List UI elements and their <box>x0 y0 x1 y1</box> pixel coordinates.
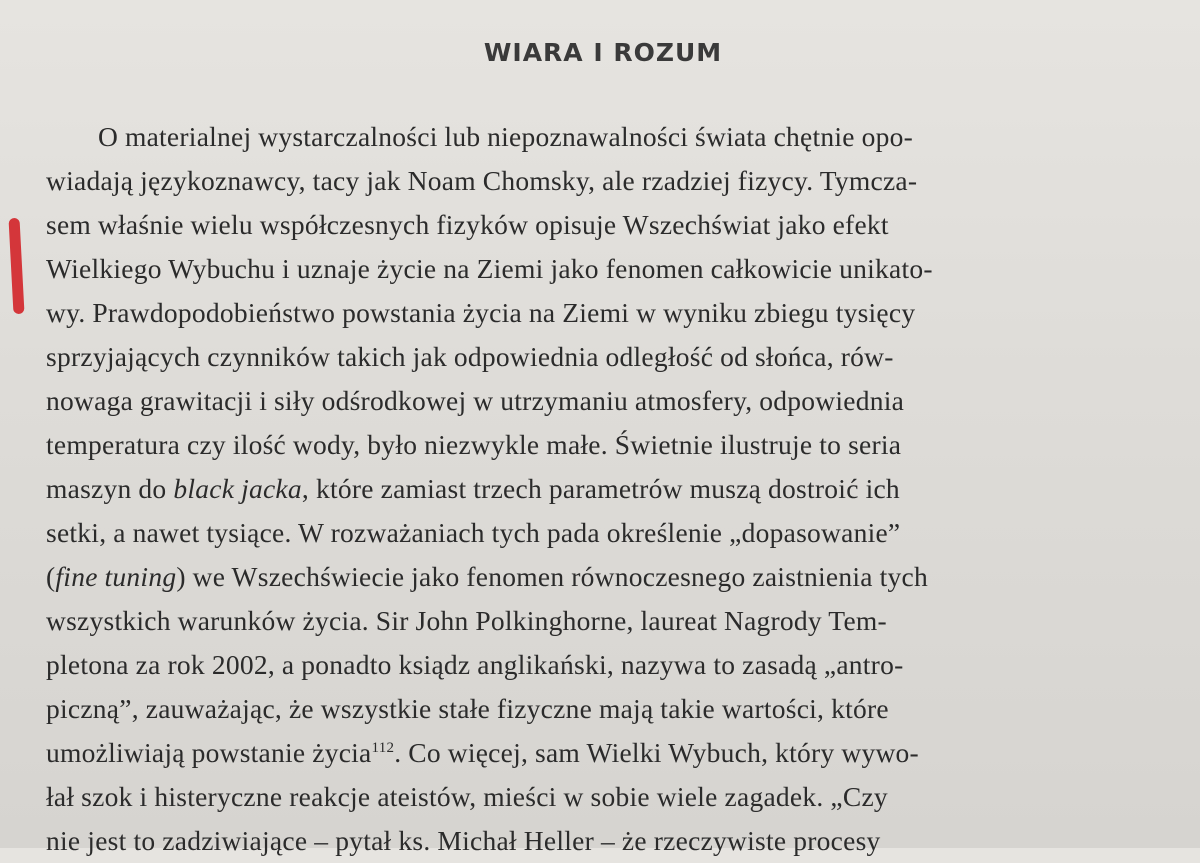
text-line: pletona za rok 2002, a ponadto ksiądz anglikański, nazywa to zasadą „antro- <box>46 649 904 680</box>
text-line: wszystkich warunków życia. Sir John Polkinghorne, laureat Nagrody Tem- <box>46 605 887 636</box>
text-line: wy. Prawdopodobieństwo powstania życia na Ziemi w wyniku zbiegu tysięcy <box>46 297 916 328</box>
text-line: piczną”, zauważając, że wszystkie stałe fizyczne mają takie wartości, które <box>46 693 889 724</box>
previous-page-text-remnant <box>0 0 1200 8</box>
text-line: maszyn do black jacka, które zamiast trzech parametrów muszą dostroić ich <box>46 473 900 504</box>
text-line: (fine tuning) we Wszechświecie jako fenomen równoczesnego zaistnienia tych <box>46 561 928 592</box>
footnote-reference: 112 <box>371 740 395 756</box>
text-line: setki, a nawet tysiące. W rozważaniach tych pada określenie „dopasowanie” <box>46 517 901 548</box>
text-line: nie jest to zadziwiające – pytał ks. Michał Heller – że rzeczywiste procesy <box>46 825 881 856</box>
text-line: łał szok i histeryczne reakcje ateistów, mieści w sobie wiele zagadek. „Czy <box>46 781 888 812</box>
text-line: sem właśnie wielu współczesnych fizyków opisuje Wszechświat jako efekt <box>46 209 889 240</box>
text-line: umożliwiają powstanie życia$^{112}$. Co więcej, sam Wielki Wybuch, który wywo- <box>46 737 919 768</box>
header-title: WIARA I ROZUM <box>483 38 723 67</box>
text-line: wiadają językoznawcy, tacy jak Noam Chomsky, ale rzadziej fizycy. Tymcza- <box>46 165 918 196</box>
italic-term: fine tuning <box>55 561 177 592</box>
body-paragraph <box>46 115 1186 863</box>
text-line: O materialnej wystarczalności lub niepoznawalności świata chętnie opo- <box>98 121 914 152</box>
italic-term: black jacka <box>173 473 302 504</box>
text-line: nowaga grawitacji i siły odśrodkowej w utrzymaniu atmosfery, odpowiednia <box>46 385 905 416</box>
red-highlight-mark <box>8 218 24 314</box>
text-line: sprzyjających czynników takich jak odpowiednia odległość od słońca, rów- <box>46 341 894 372</box>
text-line: temperatura czy ilość wody, było niezwykle małe. Świetnie ilustruje to seria <box>46 429 902 460</box>
running-header <box>0 38 1200 67</box>
text-line: Wielkiego Wybuchu i uznaje życie na Ziemi jako fenomen całkowicie unikato- <box>46 253 933 284</box>
